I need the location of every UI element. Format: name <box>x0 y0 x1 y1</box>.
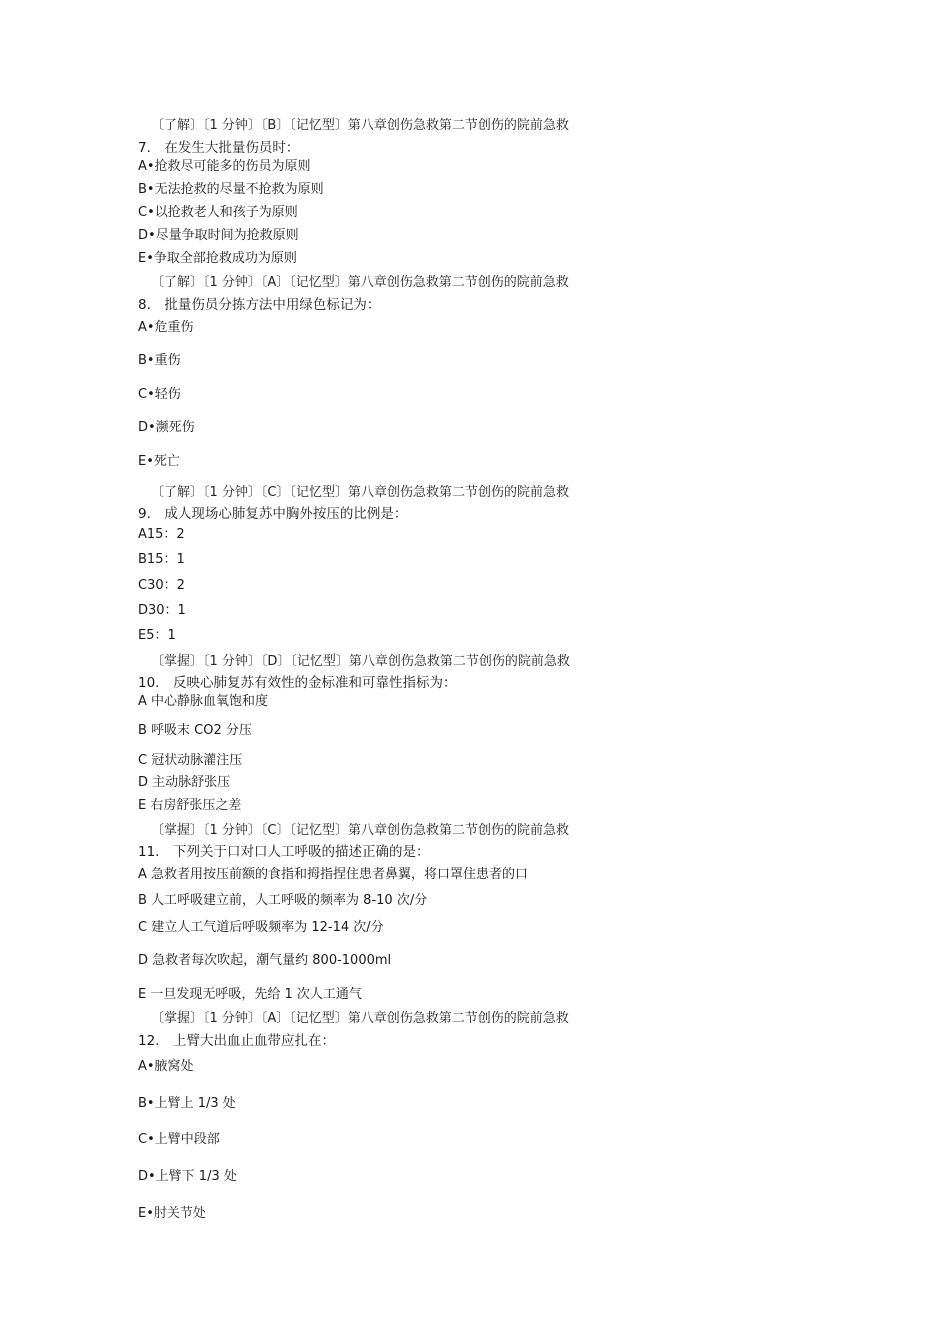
answer-option: B•重伤 <box>138 353 181 368</box>
answer-option: E•死亡 <box>138 454 180 469</box>
answer-option: D30：1 <box>138 603 186 618</box>
answer-option: D 急救者每次吹起，潮气量约 800-1000ml <box>138 953 392 968</box>
question-text: 12. 上臂大出血止血带应扎在： <box>138 1033 335 1049</box>
answer-option: A•抢救尽可能多的伤员为原则 <box>138 159 311 174</box>
answer-option: E•争取全部抢救成功为原则 <box>138 251 297 266</box>
answer-option: D 主动脉舒张压 <box>138 775 231 790</box>
answer-option: A 急救者用按压前额的食指和拇指捏住患者鼻翼，将口罩住患者的口 <box>138 867 529 882</box>
question-text: 8. 批量伤员分拣方法中用绿色标记为： <box>138 297 381 313</box>
answer-option: C•轻伤 <box>138 387 181 402</box>
question-meta: 〔掌握〕〔1 分钟〕〔C〕〔记忆型〕第八章创伤急救第二节创伤的院前急救 <box>151 823 569 838</box>
question-meta: 〔掌握〕〔1 分钟〕〔D〕〔记忆型〕第八章创伤急救第二节创伤的院前急救 <box>151 654 570 669</box>
question-meta: 〔了解〕〔1 分钟〕〔C〕〔记忆型〕第八章创伤急救第二节创伤的院前急救 <box>151 485 569 500</box>
answer-option: B•无法抢救的尽量不抢救为原则 <box>138 182 324 197</box>
answer-option: B15：1 <box>138 552 185 567</box>
answer-option: C 冠状动脉灌注压 <box>138 753 243 768</box>
answer-option: A•危重伤 <box>138 320 194 335</box>
question-text: 7. 在发生大批量伤员时： <box>138 140 300 156</box>
answer-option: D•濒死伤 <box>138 420 195 435</box>
answer-option: A15：2 <box>138 527 185 542</box>
answer-option: A•腋窝处 <box>138 1059 194 1074</box>
answer-option: B 呼吸末 CO2 分压 <box>138 723 252 738</box>
answer-option: D•尽量争取时间为抢救原则 <box>138 228 299 243</box>
answer-option: B 人工呼吸建立前，人工呼吸的频率为 8-10 次/分 <box>138 893 428 908</box>
answer-option: C•上臂中段部 <box>138 1132 220 1147</box>
question-text: 11. 下列关于口对口人工呼吸的描述正确的是： <box>138 844 430 860</box>
answer-option: B•上臂上 1/3 处 <box>138 1096 236 1111</box>
answer-option: C30：2 <box>138 578 185 593</box>
question-text: 10. 反映心肺复苏有效性的金标准和可靠性指标为： <box>138 675 457 691</box>
question-meta: 〔了解〕〔1 分钟〕〔A〕〔记忆型〕第八章创伤急救第二节创伤的院前急救 <box>151 275 569 290</box>
answer-option: E5：1 <box>138 628 176 643</box>
answer-option: C•以抢救老人和孩子为原则 <box>138 205 298 220</box>
answer-option: E 右房舒张压之差 <box>138 798 242 813</box>
answer-option: E 一旦发现无呼吸，先给 1 次人工通气 <box>138 987 362 1002</box>
answer-option: D•上臂下 1/3 处 <box>138 1169 237 1184</box>
question-meta: 〔掌握〕〔1 分钟〕〔A〕〔记忆型〕第八章创伤急救第二节创伤的院前急救 <box>151 1011 569 1026</box>
answer-option: A 中心静脉血氧饱和度 <box>138 694 269 709</box>
answer-option: E•肘关节处 <box>138 1206 206 1221</box>
answer-option: C 建立人工气道后呼吸频率为 12-14 次/分 <box>138 920 384 935</box>
question-meta: 〔了解〕〔1 分钟〕〔B〕〔记忆型〕第八章创伤急救第二节创伤的院前急救 <box>151 118 569 133</box>
question-text: 9. 成人现场心肺复苏中胸外按压的比例是： <box>138 506 408 522</box>
